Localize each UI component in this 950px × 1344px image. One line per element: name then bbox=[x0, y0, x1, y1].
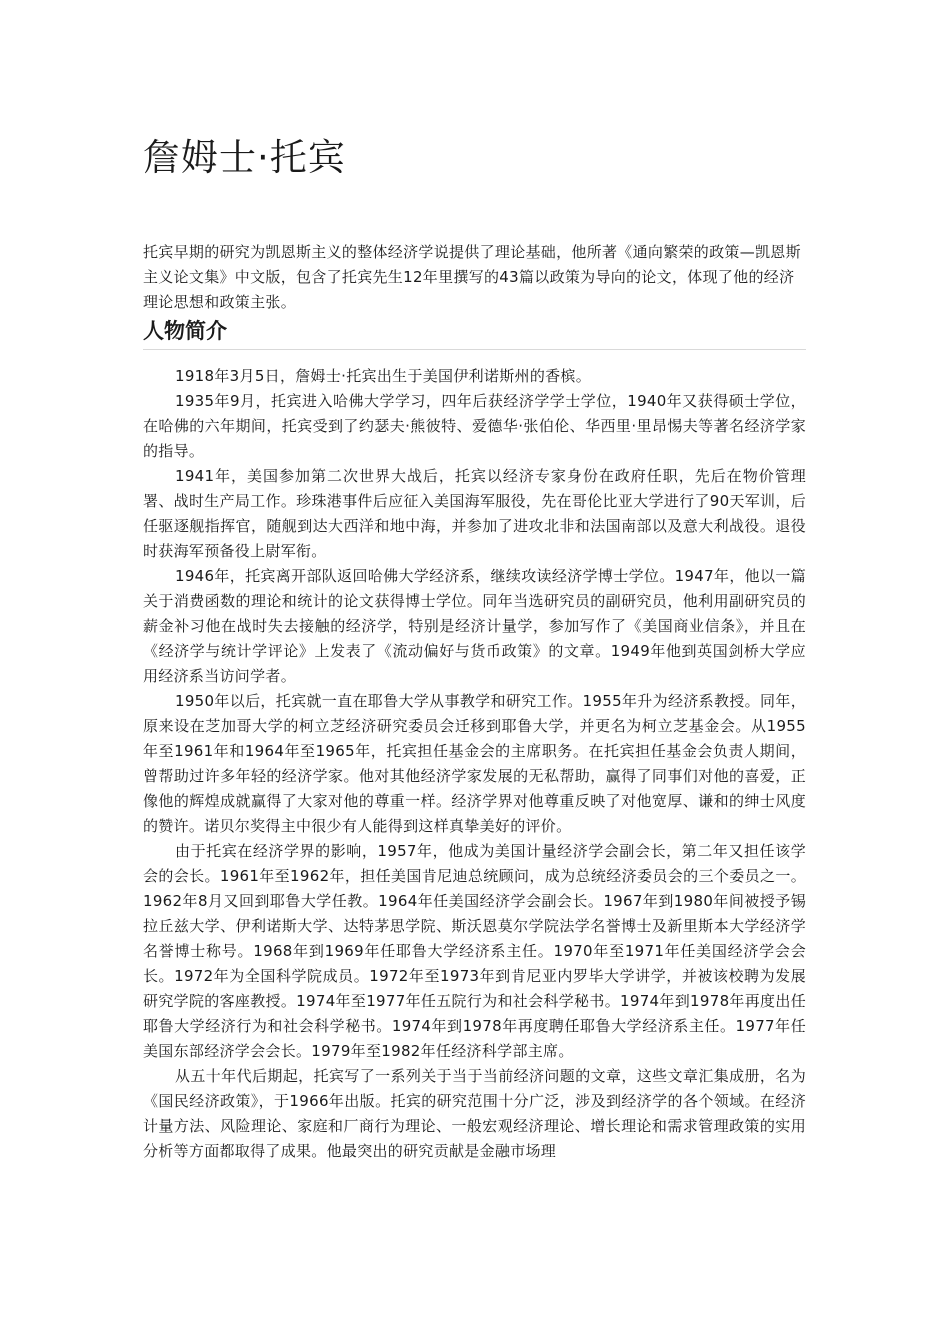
intro-paragraph: 托宾早期的研究为凯恩斯主义的整体经济学说提供了理论基础，他所著《通向繁荣的政策—凯恩斯主义论文集》中文版，包含了托宾先生12年里撰写的43篇以政策为导向的论文，体现了他的经济理论思想和政策主张。 bbox=[143, 243, 801, 311]
bio-paragraph-war-service: 1941年，美国参加第二次世界大战后，托宾以经济专家身份在政府任职，先后在物价管理署、战时生产局工作。珍珠港事件后应征入美国海军服役，先在哥伦比亚大学进行了90天军训，后任驱逐舰指挥官，随舰到达大西洋和地中海，并参加了进攻北非和法国南部以及意大利战役。退役时获海军预备役上尉军衔。 bbox=[143, 467, 806, 560]
bio-paragraph-birth: 1918年3月5日，詹姆士·托宾出生于美国伊利诺斯州的香槟。 bbox=[175, 367, 592, 385]
section-divider bbox=[143, 349, 806, 350]
bio-paragraph-research: 从五十年代后期起，托宾写了一系列关于当于当前经济问题的文章，这些文章汇集成册，名为《国民经济政策》，于1966年出版。托宾的研究范围十分广泛，涉及到经济学的各个领域。在经济计量方法、风险理论、家庭和厂商行为理论、一般宏观经济理论、增长理论和需求管理政策的实用分析等方面都取得了成果。他最突出的研究贡献是金融市场理 bbox=[143, 1067, 806, 1160]
bio-paragraph-yale: 1950年以后，托宾就一直在耶鲁大学从事教学和研究工作。1955年升为经济系教授。同年，原来设在芝加哥大学的柯立芝经济研究委员会迁移到耶鲁大学，并更名为柯立芝基金会。从1955年至1961年和1964年至1965年，托宾担任基金会的主席职务。在托宾担任基金会负责人期间，曾帮助过许多年轻的经济学家。他对其他经济学家发展的无私帮助，赢得了同事们对他的喜爱，正像他的辉煌成就赢得了大家对他的尊重一样。经济学界对他尊重反映了对他宽厚、谦和的绅士风度的赞许。诺贝尔奖得主中很少有人能得到这样真挚美好的评价。 bbox=[143, 692, 806, 835]
bio-paragraph-harvard: 1935年9月，托宾进入哈佛大学学习，四年后获经济学学士学位，1940年又获得硕士学位，在哈佛的六年期间，托宾受到了约瑟夫·熊彼特、爱德华·张伯伦、华西里·里昂惕夫等著名经济学家的指导。 bbox=[143, 392, 806, 460]
bio-paragraph-positions: 由于托宾在经济学界的影响，1957年，他成为美国计量经济学会副会长，第二年又担任该学会的会长。1961年至1962年，担任美国肯尼迪总统顾问，成为总统经济委员会的三个委员之一。1962年8月又回到耶鲁大学任教。1964年任美国经济学会副会长。1967年到1980年间被授予锡拉丘兹大学、伊利诺斯大学、达特茅思学院、斯沃恩莫尔学院法学名誉博士及新里斯本大学经济学名誉博士称号。1968年到1969年任耶鲁大学经济系主任。1970年至1971年任美国经济学会会长。1972年为全国科学院成员。1972年至1973年到肯尼亚内罗毕大学讲学，并被该校聘为发展研究学院的客座教授。1974年至1977年任五院行为和社会科学秘书。1974年到1978年再度出任耶鲁大学经济行为和社会科学秘书。1974年到1978年再度聘任耶鲁大学经济系主任。1977年任美国东部经济学会会长。1979年至1982年任经济科学部主席。 bbox=[143, 842, 806, 1060]
section-heading: 人物简介 bbox=[143, 319, 227, 343]
biography-body bbox=[143, 364, 806, 1164]
bio-paragraph-doctorate: 1946年，托宾离开部队返回哈佛大学经济系，继续攻读经济学博士学位。1947年，他以一篇关于消费函数的理论和统计的论文获得博士学位。同年当选研究员的副研究员，他利用副研究员的薪金补习他在战时失去接触的经济学，特别是经济计量学，参加写作了《美国商业信条》，并且在《经济学与统计学评论》上发表了《流动偏好与货币政策》的文章。1949年他到英国剑桥大学应用经济系当访问学者。 bbox=[143, 567, 806, 685]
document-title: 詹姆士·托宾 bbox=[143, 136, 346, 179]
